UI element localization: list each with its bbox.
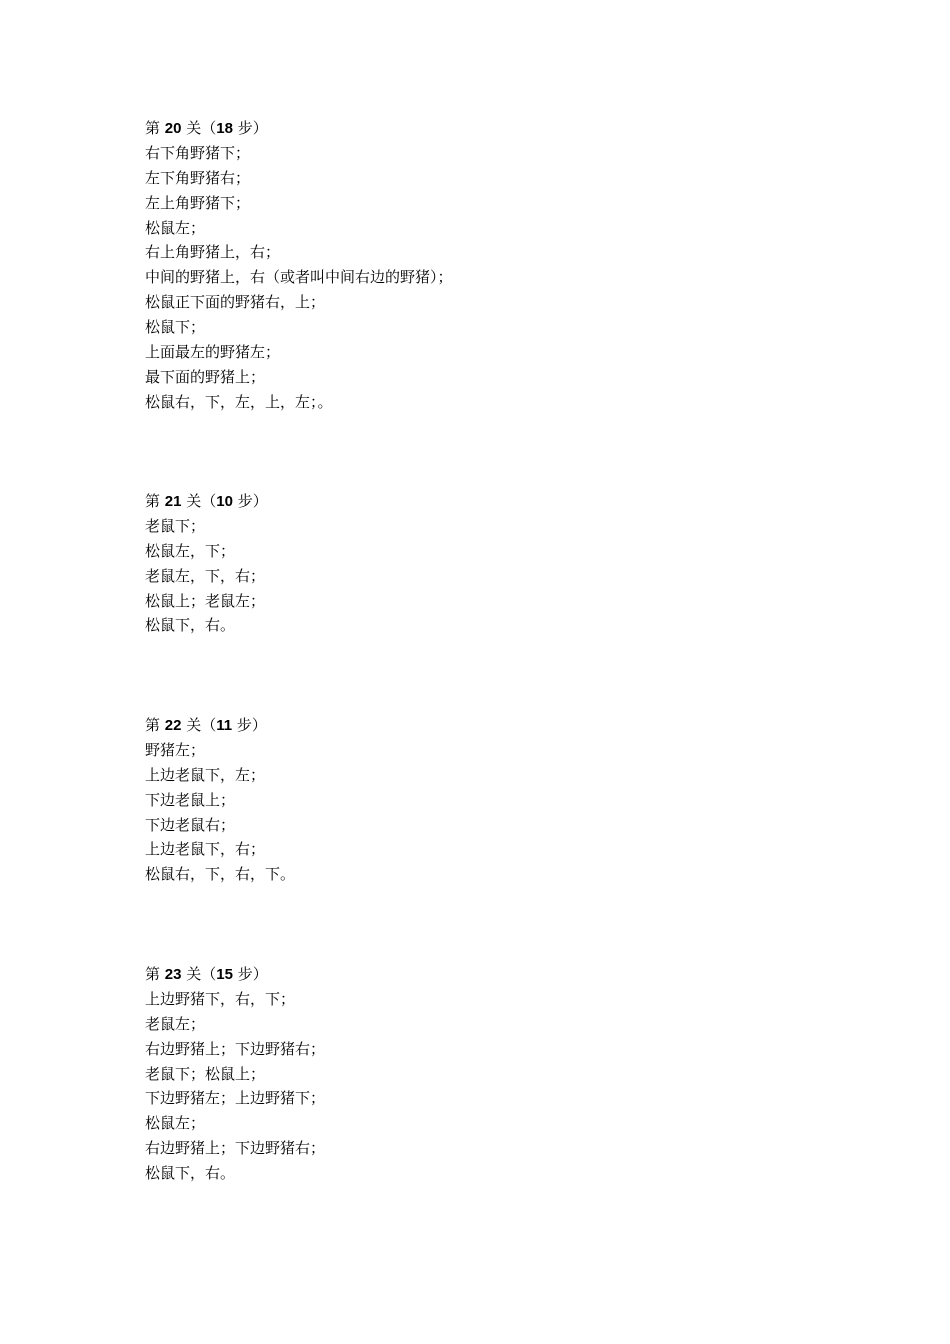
heading-prefix: 第 — [145, 119, 165, 137]
step-line: 下边野猪左；上边野猪下； — [145, 1089, 326, 1108]
heading-suffix: 步） — [232, 716, 267, 734]
step-line: 老鼠下；松鼠上； — [145, 1064, 266, 1083]
step-line: 左下角野猪右； — [145, 168, 251, 187]
step-line: 最下面的野猪上； — [145, 367, 266, 386]
level-number: 21 — [164, 493, 182, 510]
step-line: 松鼠下，右。 — [145, 616, 236, 635]
level-23-heading — [145, 962, 325, 987]
step-line: 老鼠下； — [145, 516, 206, 535]
level-22-heading — [145, 713, 295, 738]
step-line: 松鼠上；老鼠左； — [145, 591, 266, 610]
step-line: 松鼠左，下； — [145, 541, 236, 560]
heading-mid: 关（ — [181, 119, 217, 137]
level-number: 22 — [164, 717, 182, 734]
step-line: 松鼠正下面的野猪右，上； — [145, 293, 326, 312]
level-22-section — [145, 713, 295, 887]
level-number: 20 — [164, 120, 182, 137]
step-line: 右上角野猪上，右； — [145, 243, 281, 262]
heading-suffix: 步） — [232, 492, 268, 510]
step-line: 老鼠左； — [145, 1014, 206, 1033]
step-line: 上边老鼠下，右； — [145, 840, 266, 859]
step-count: 11 — [216, 717, 233, 734]
heading-mid: 关（ — [181, 492, 217, 510]
step-count: 15 — [216, 966, 233, 983]
heading-prefix: 第 — [145, 716, 165, 734]
step-line: 下边老鼠右； — [145, 815, 236, 834]
heading-mid: 关（ — [181, 716, 217, 734]
step-line: 上边野猪下，右，下； — [145, 989, 296, 1008]
step-line: 下边老鼠上； — [145, 790, 236, 809]
step-count: 18 — [216, 120, 233, 137]
level-20-section — [145, 116, 453, 415]
heading-prefix: 第 — [145, 492, 165, 510]
step-line: 右下角野猪下； — [145, 143, 251, 162]
level-21-heading — [145, 489, 268, 514]
step-line: 松鼠下，右。 — [145, 1164, 236, 1183]
step-line: 中间的野猪上，右（或者叫中间右边的野猪）； — [145, 268, 453, 287]
step-line: 松鼠左； — [145, 1114, 206, 1133]
step-line: 左上角野猪下； — [145, 193, 251, 212]
step-line: 右边野猪上；下边野猪右； — [145, 1039, 326, 1058]
heading-mid: 关（ — [181, 965, 217, 983]
heading-suffix: 步） — [232, 119, 268, 137]
level-20-heading — [145, 116, 453, 141]
step-line: 松鼠右，下，左，上，左；。 — [145, 392, 333, 411]
step-line: 上面最左的野猪左； — [145, 343, 281, 362]
step-line: 松鼠下； — [145, 318, 206, 337]
step-line: 上边老鼠下，左； — [145, 765, 266, 784]
heading-suffix: 步） — [232, 965, 268, 983]
level-21-section — [145, 489, 268, 638]
step-line: 右边野猪上；下边野猪右； — [145, 1139, 326, 1158]
step-line: 松鼠右，下，右，下。 — [145, 865, 296, 884]
step-count: 10 — [216, 493, 233, 510]
heading-prefix: 第 — [145, 965, 165, 983]
step-line: 野猪左； — [145, 740, 206, 759]
level-23-section — [145, 962, 325, 1186]
step-line: 老鼠左，下，右； — [145, 566, 266, 585]
step-line: 松鼠左； — [145, 218, 206, 237]
level-number: 23 — [164, 966, 182, 983]
